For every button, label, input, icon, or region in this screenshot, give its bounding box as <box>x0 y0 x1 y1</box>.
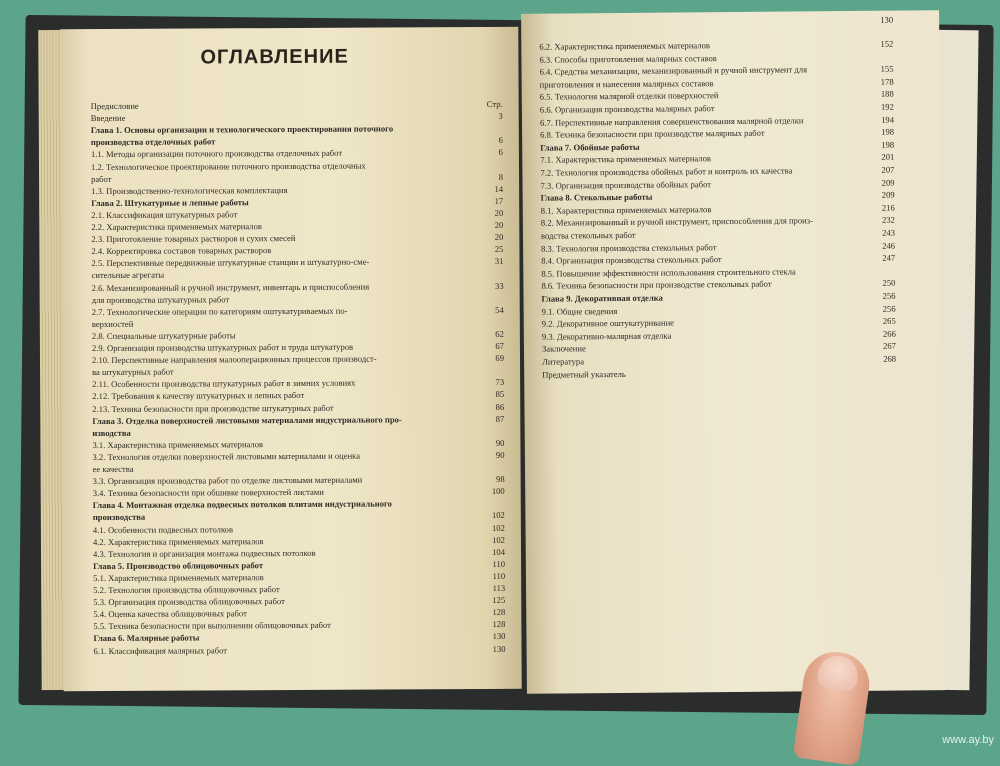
toc-entry <box>542 354 872 367</box>
toc-page-number: 256 <box>874 303 896 313</box>
toc-page-number: 102 <box>483 534 505 544</box>
toc-entry-text: 6.2. Характеристика применяемых материалов <box>539 40 710 51</box>
toc-entry-text: Глава 1. Основы организации и технологического проектирования поточного <box>91 124 393 136</box>
toc-entry <box>92 389 472 401</box>
toc-page-number: 110 <box>483 559 505 569</box>
toc-entry <box>540 77 870 90</box>
toc-entry-text: 1.2. Технологическое проектирование поточного производства отделочных <box>91 160 366 171</box>
toc-entry-text: 2.7. Технологические операции по категориям оштукатуриваемых по- <box>92 305 348 316</box>
toc-page-number: 152 <box>871 39 893 49</box>
toc-entry-text: 7.1. Характеристика применяемых материалов <box>540 154 711 165</box>
toc-entry-text: 3.3. Организация производства работ по отделке листовыми материалами <box>93 475 363 486</box>
toc-chapter <box>93 631 473 643</box>
toc-entry-text: 2.6. Механизированный и ручной инструмент, инвентарь и приспособления <box>92 281 370 292</box>
toc-entry <box>93 619 473 631</box>
toc-entry-text: 7.2. Технология производства обойных работ и контроль их качества <box>540 165 792 177</box>
toc-entry-text: 8.2. Механизированный и ручной инструмент, приспособления для произ- <box>541 216 813 228</box>
toc-page-number: 20 <box>481 208 503 218</box>
toc-entry-text: 6.8. Техника безопасности при производстве малярных работ <box>540 128 765 140</box>
toc-page-number: 256 <box>873 291 895 301</box>
toc-entry-text: сительные агрегаты <box>92 270 165 280</box>
toc-page-number: 54 <box>482 305 504 315</box>
toc-page-number: 73 <box>482 377 504 387</box>
toc-page-number: 207 <box>872 165 894 175</box>
toc-page-number: 6 <box>481 135 503 145</box>
toc-entry <box>542 329 872 342</box>
toc-entry <box>92 365 472 377</box>
toc-entry-text: ва штукатурных работ <box>92 367 174 377</box>
toc-entry <box>91 172 471 184</box>
toc-page-number: 17 <box>481 196 503 206</box>
toc-page-number: 31 <box>481 256 503 266</box>
toc-entry <box>539 51 869 64</box>
toc-chapter <box>91 123 471 135</box>
toc-entry <box>542 366 872 379</box>
toc-entry <box>91 208 471 220</box>
toc-page-number: 87 <box>482 413 504 423</box>
toc-chapter <box>93 510 473 522</box>
watermark: www.ay.by <box>942 734 994 746</box>
toc-entry-text: 2.12. Требования к качеству штукатурных и лепных работ <box>92 390 304 401</box>
toc-entry-text: 6.3. Способы приготовления малярных составов <box>539 53 716 65</box>
toc-page-number: 100 <box>483 486 505 496</box>
toc-page-number: 85 <box>482 389 504 399</box>
toc-entry <box>541 278 871 291</box>
right-page <box>521 10 945 694</box>
toc-chapter <box>93 559 473 571</box>
toc-page-number: 6 <box>481 147 503 157</box>
toc-page-number: 20 <box>481 232 503 242</box>
toc-entry-text: производства отделочных работ <box>91 137 216 148</box>
toc-chapter <box>93 498 473 510</box>
toc-entry-text: 3.2. Технология отделки поверхностей листовыми материалами и оценка <box>92 451 360 462</box>
toc-page-number: 178 <box>872 76 894 86</box>
toc-chapter <box>91 196 471 208</box>
toc-page-number: 216 <box>873 202 895 212</box>
toc-entry <box>91 232 471 244</box>
toc-page-number: 98 <box>483 474 505 484</box>
toc-entry <box>91 256 471 268</box>
toc-entry-text: 3.1. Характеристика применяемых материалов <box>92 439 263 450</box>
toc-entry <box>540 89 870 102</box>
toc-entry <box>92 450 472 462</box>
toc-page-number: 198 <box>872 139 894 149</box>
toc-page-number: 20 <box>481 220 503 230</box>
toc-entry-text: 5.2. Технология производства облицовочных работ <box>93 584 280 595</box>
toc-entry <box>541 228 871 241</box>
toc-entry <box>91 220 471 232</box>
toc-page-number: 33 <box>482 280 504 290</box>
toc-entry-text: 2.11. Особенности производства штукатурных работ в зимних условиях <box>92 378 355 389</box>
toc-entry-text: ее качества <box>93 464 134 474</box>
toc-entry <box>541 215 871 228</box>
toc-entry <box>541 203 871 216</box>
toc-entry <box>540 127 870 140</box>
toc-entry <box>93 462 473 474</box>
toc-entry-text: изводства <box>92 428 130 438</box>
toc-page-number: 209 <box>873 190 895 200</box>
toc-entry-text: 2.1. Классификация штукатурных работ <box>91 209 237 220</box>
toc-entry-text: водства стекольных работ <box>541 230 636 241</box>
left-page <box>60 27 521 691</box>
toc-page-number: 130 <box>483 631 505 641</box>
toc-entry <box>93 571 473 583</box>
toc-entry-text: 4.3. Технология и организация монтажа подвесных потолков <box>93 548 316 559</box>
toc-page-number: 104 <box>483 547 505 557</box>
toc-page-number: 8 <box>481 171 503 181</box>
toc-entry-text: Литература <box>542 356 584 366</box>
toc-entry-text: 2.8. Специальные штукатурные работы <box>92 330 236 341</box>
toc-entry <box>93 547 473 559</box>
toc-entry <box>539 39 869 52</box>
toc-entry-text: Предисловие <box>91 101 139 111</box>
toc-entry-text: 1.3. Производственно-технологическая комплектация <box>91 185 287 196</box>
toc-entry-text: 6.6. Организация производства малярных работ <box>540 103 715 115</box>
toc-entry <box>91 160 471 172</box>
toc-entry <box>91 99 471 111</box>
toc-entry <box>91 147 471 159</box>
toc-page-number: 69 <box>482 353 504 363</box>
toc-entry <box>92 329 472 341</box>
toc-chapter <box>92 426 472 438</box>
toc-entry <box>542 303 872 316</box>
toc-entry <box>93 595 473 607</box>
toc-entry <box>92 353 472 365</box>
toc-page-number: 90 <box>482 438 504 448</box>
toc-entry-text: 6.4. Средства механизации, механизированный и ручной инструмент для <box>540 65 808 77</box>
toc-entry-text: 6.5. Технология малярной отделки поверхностей <box>540 91 719 103</box>
toc-page-number: 3 <box>481 111 503 121</box>
toc-page-number: 130 <box>871 15 893 25</box>
toc-entry-text: Предметный указатель <box>542 369 626 380</box>
toc-entry-text: приготовления и нанесения малярных составов <box>540 78 714 90</box>
toc-entry <box>91 184 471 196</box>
toc-page-number: 247 <box>873 253 895 263</box>
toc-page-number: 130 <box>483 643 505 653</box>
toc-entry <box>91 111 471 123</box>
toc-list-right <box>521 10 939 14</box>
toc-entry-text: Глава 8. Стекольные работы <box>541 192 653 203</box>
toc-entry-text: для производства штукатурных работ <box>92 294 230 305</box>
toc-entry <box>93 607 473 619</box>
toc-page-number: 209 <box>872 177 894 187</box>
toc-page-number: 268 <box>874 354 896 364</box>
toc-page-number: Стр. <box>481 99 503 109</box>
toc-chapter <box>92 414 472 426</box>
toc-entry-text: 8.4. Организация производства стекольных работ <box>541 254 722 266</box>
toc-entry <box>92 402 472 414</box>
toc-entry <box>542 316 872 329</box>
toc-entry <box>93 535 473 547</box>
toc-entry <box>92 317 472 329</box>
toc-entry-text: работ <box>91 174 111 184</box>
toc-page-number: 25 <box>481 244 503 254</box>
toc-entry <box>540 152 870 165</box>
toc-page-number: 194 <box>872 114 894 124</box>
toc-entry-text: производства <box>93 512 145 522</box>
toc-entry-text: 5.3. Организация производства облицовочных работ <box>93 596 285 607</box>
toc-entry-text: 5.1. Характеристика применяемых материалов <box>93 572 264 583</box>
toc-entry <box>540 102 870 115</box>
toc-entry-text: 9.1. Общие сведения <box>542 306 618 317</box>
toc-entry <box>93 583 473 595</box>
toc-entry-text: Глава 2. Штукатурные и лепные работы <box>91 197 249 208</box>
toc-entry <box>92 341 472 353</box>
toc-entry-text: 2.3. Приготовление товарных растворов и сухих смесей <box>91 233 295 244</box>
toc-entry <box>92 305 472 317</box>
toc-entry-text: 1.1. Методы организации поточного производства отделочных работ <box>91 148 342 159</box>
toc-page-number: 250 <box>873 278 895 288</box>
toc-entry-text: Глава 6. Малярные работы <box>93 633 199 644</box>
toc-entry <box>92 281 472 293</box>
toc-entry-text: 4.1. Особенности подвесных потолков <box>93 524 233 535</box>
toc-entry-text: Заключение <box>542 344 586 354</box>
toc-entry-text: 3.4. Техника безопасности при обшивке поверхностей листами <box>93 487 324 498</box>
toc-entry <box>93 523 473 535</box>
toc-entry-text: 6.7. Перспективные направления совершенствования малярной отделки <box>540 115 804 127</box>
toc-entry <box>92 293 472 305</box>
toc-entry-text: верхностей <box>92 319 134 329</box>
toc-page-number: 267 <box>874 341 896 351</box>
toc-entry-text: 2.2. Характеристика применяемых материалов <box>91 221 262 232</box>
toc-page-number: 266 <box>874 328 896 338</box>
toc-page-number: 188 <box>872 89 894 99</box>
toc-page-number: 198 <box>872 127 894 137</box>
toc-page-number: 128 <box>483 607 505 617</box>
toc-page-number: 128 <box>483 619 505 629</box>
toc-entry <box>91 244 471 256</box>
toc-entry <box>541 240 871 253</box>
toc-chapter <box>540 140 870 153</box>
toc-entry-text: 2.13. Техника безопасности при производстве штукатурных работ <box>92 402 333 413</box>
toc-page-number: 67 <box>482 341 504 351</box>
toc-page-number: 201 <box>872 152 894 162</box>
toc-entry <box>92 438 472 450</box>
page-title: ОГЛАВЛЕНИЕ <box>200 46 348 70</box>
toc-entry-text: 8.3. Технология производства стекольных работ <box>541 242 716 254</box>
toc-entry-text: 5.4. Оценка качества облицовочных работ <box>93 608 247 619</box>
toc-entry-text: 8.6. Техника безопасности при производстве стекольных работ <box>541 279 771 291</box>
toc-page-number: 102 <box>483 522 505 532</box>
toc-chapter <box>541 291 871 304</box>
toc-entry-text: 9.2. Декоративное оштукатуривание <box>542 318 674 329</box>
toc-entry <box>540 177 870 190</box>
toc-page-number: 62 <box>482 329 504 339</box>
toc-page-number: 265 <box>874 316 896 326</box>
toc-page-number: 113 <box>483 583 505 593</box>
toc-entry-text: 5.5. Техника безопасности при выполнении облицовочных работ <box>93 620 330 631</box>
toc-page-number: 246 <box>873 240 895 250</box>
toc-entry <box>93 486 473 498</box>
toc-entry <box>93 644 473 656</box>
toc-page-number: 86 <box>482 401 504 411</box>
toc-entry <box>541 253 871 266</box>
toc-entry-text: Глава 7. Обойные работы <box>540 142 640 153</box>
toc-entry-text: 2.9. Организация производства штукатурных работ и труда штукатуров <box>92 342 353 353</box>
toc-entry-text: 2.4. Корректировка составов товарных растворов <box>91 245 271 256</box>
toc-page-number: 192 <box>872 102 894 112</box>
toc-page-number: 110 <box>483 571 505 581</box>
toc-entry-text: 8.1. Характеристика применяемых материалов <box>541 204 712 215</box>
toc-entry-text: Глава 5. Производство облицовочных работ <box>93 560 263 571</box>
toc-entry <box>542 341 872 354</box>
toc-entry <box>540 64 870 77</box>
toc-chapter <box>541 190 871 203</box>
toc-entry <box>541 266 871 279</box>
toc-entry-text: 6.1. Классификация малярных работ <box>93 645 227 656</box>
toc-page-number: 125 <box>483 595 505 605</box>
toc-page-number: 232 <box>873 215 895 225</box>
toc-entry-text: Глава 3. Отделка поверхностей листовыми материалами индустриального про- <box>92 414 401 426</box>
toc-entry-text: 2.5. Перспективные передвижные штукатурные станции и штукатурно-сме- <box>91 257 369 268</box>
toc-page-number: 155 <box>871 64 893 74</box>
toc-entry-text: 8.5. Повышение эффективности использования строительного стекла <box>541 266 796 278</box>
toc-entry <box>92 377 472 389</box>
toc-chapter <box>91 135 471 147</box>
toc-entry <box>540 165 870 178</box>
toc-entry-text: Глава 4. Монтажная отделка подвесных потолков плитами индустриального <box>93 499 392 511</box>
toc-entry <box>92 268 472 280</box>
toc-entry-text: 2.10. Перспективные направления малооперационных процессов производст- <box>92 354 377 365</box>
toc-entry-text: 4.2. Характеристика применяемых материалов <box>93 536 264 547</box>
toc-entry-text: Введение <box>91 113 126 123</box>
toc-page-number: 90 <box>482 450 504 460</box>
toc-page-number: 14 <box>481 184 503 194</box>
toc-entry-text: Глава 9. Декоративная отделка <box>541 293 662 304</box>
toc-entry <box>93 474 473 486</box>
toc-page-number: 102 <box>483 510 505 520</box>
toc-entry-text: 7.3. Организация производства обойных работ <box>540 179 711 190</box>
toc-entry-text: 9.3. Декоративно-малярная отделка <box>542 330 671 341</box>
toc-entry <box>540 114 870 127</box>
toc-page-number: 243 <box>873 228 895 238</box>
